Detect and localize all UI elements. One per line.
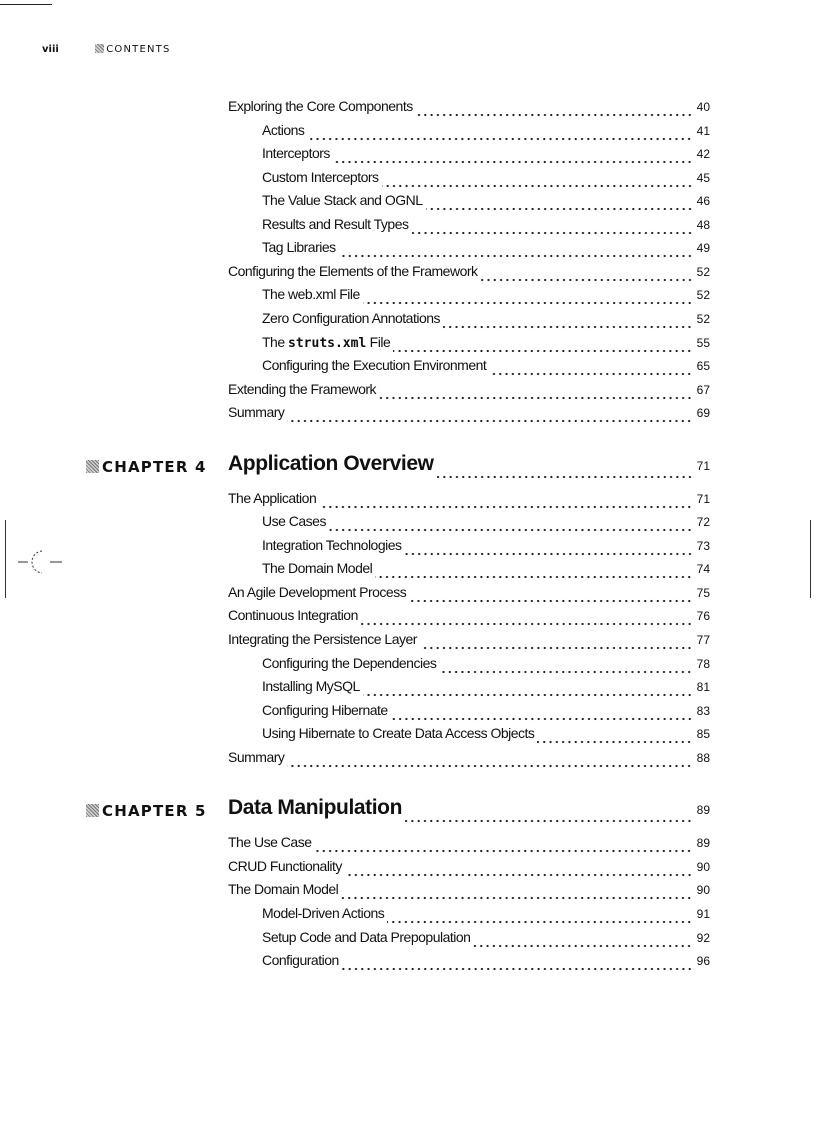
dot-leader	[361, 621, 693, 627]
toc-subentry[interactable]	[262, 169, 710, 189]
entry-title	[262, 334, 390, 351]
entry-page: 88	[696, 750, 710, 765]
dot-leader	[473, 943, 692, 949]
entry-title: Using Hibernate to Create Data Access Objects	[262, 725, 535, 742]
dot-leader	[319, 504, 692, 510]
entry-title: Custom Interceptors	[262, 168, 379, 185]
toc-subentry[interactable]	[262, 513, 710, 533]
entry-title: The Value Stack and OGNL	[262, 192, 423, 209]
dot-leader	[405, 818, 693, 824]
toc-entry[interactable]	[228, 607, 710, 627]
dot-leader	[287, 763, 692, 769]
entry-title: Exploring the Core Components	[228, 98, 413, 114]
chapter-heading[interactable]	[228, 796, 710, 824]
entry-page: 52	[696, 264, 710, 279]
toc-subentry[interactable]	[262, 929, 710, 949]
dot-leader	[342, 966, 693, 972]
toc-subentry[interactable]	[262, 192, 710, 212]
toc-subentry[interactable]	[262, 655, 710, 675]
entry-title: Setup Code and Data Prepopulation	[262, 928, 471, 945]
entry-page: 85	[696, 727, 710, 742]
toc-subentry[interactable]	[262, 702, 710, 722]
toc-subentry[interactable]	[262, 537, 710, 557]
entry-page: 49	[696, 241, 710, 256]
chapter-label	[86, 458, 207, 482]
toc-entry[interactable]	[228, 381, 710, 401]
entry-page: 41	[696, 123, 710, 138]
dot-leader	[537, 739, 692, 745]
entry-page: 76	[696, 609, 710, 624]
entry-title: Configuring the Dependencies	[262, 654, 437, 671]
toc-entry[interactable]	[228, 749, 710, 769]
entry-page: 81	[696, 680, 710, 695]
entry-title: Configuring the Elements of the Framework	[228, 262, 478, 279]
page-number: viii	[42, 44, 59, 55]
grey-square-icon	[86, 804, 99, 817]
entry-title-prefix: The	[262, 333, 289, 350]
dot-leader	[409, 598, 692, 604]
toc-subentry[interactable]	[262, 905, 710, 925]
dot-leader	[314, 848, 692, 854]
dot-leader	[443, 324, 693, 330]
toc-subentry[interactable]	[262, 286, 710, 306]
dot-leader	[363, 692, 693, 698]
entry-title: Summary	[228, 404, 285, 421]
entry-page: 73	[696, 538, 710, 553]
entry-title-code: struts.xml	[288, 335, 367, 351]
dot-leader	[329, 527, 693, 533]
dot-leader	[339, 253, 693, 259]
entry-page: 69	[696, 406, 710, 421]
dot-leader	[341, 895, 692, 901]
chapter-label	[86, 802, 207, 826]
toc-subentry[interactable]	[262, 725, 710, 745]
entry-page: 77	[696, 633, 710, 647]
entry-page: 40	[696, 100, 710, 114]
dot-leader	[420, 645, 693, 651]
dot-leader	[405, 551, 693, 557]
entry-page: 65	[696, 359, 710, 374]
entry-title-suffix: File	[366, 333, 391, 350]
entry-title: Zero Configuration Annotations	[262, 309, 441, 326]
toc-entry[interactable]	[228, 631, 710, 651]
dot-leader	[287, 418, 692, 424]
entry-page: 55	[696, 335, 710, 350]
dot-leader	[307, 136, 692, 142]
toc-subentry[interactable]	[262, 334, 710, 354]
chapter-page: 89	[696, 803, 710, 818]
entry-page: 90	[696, 883, 710, 898]
chapter-title: Application Overview	[228, 451, 434, 475]
toc-subentry[interactable]	[262, 145, 710, 165]
toc-subentry[interactable]	[262, 357, 710, 377]
entry-page: 74	[696, 562, 710, 577]
dot-leader	[412, 230, 693, 236]
entry-title: Configuration	[262, 952, 339, 969]
toc-entry[interactable]	[228, 584, 710, 604]
entry-title: The Domain Model	[228, 881, 339, 898]
dot-leader	[379, 395, 693, 401]
entry-title: Summary	[228, 748, 285, 765]
dot-leader	[489, 371, 692, 377]
entry-title: Use Cases	[262, 513, 326, 530]
dot-leader	[363, 300, 693, 306]
dot-leader	[375, 574, 692, 580]
entry-page: 83	[696, 703, 710, 718]
entry-title: Continuous Integration	[228, 607, 358, 624]
entry-title: Configuring Hibernate	[262, 701, 388, 718]
toc-subentry[interactable]	[262, 122, 710, 142]
entry-title: The web.xml File	[262, 286, 360, 303]
dot-leader	[426, 206, 693, 212]
entry-title: Model-Driven Actions	[262, 904, 385, 921]
toc-subentry[interactable]	[262, 560, 710, 580]
toc-entry[interactable]	[228, 404, 710, 424]
entry-page: 72	[696, 515, 710, 530]
entry-page: 52	[696, 311, 710, 326]
chapter-page: 71	[696, 458, 710, 473]
dot-leader	[439, 669, 692, 675]
dot-leader	[391, 716, 693, 722]
entry-page: 71	[696, 491, 710, 506]
entry-title: The Domain Model	[262, 560, 373, 577]
chapter-number: CHAPTER 4	[102, 457, 207, 476]
entry-page: 52	[696, 288, 710, 303]
toc-subentry[interactable]	[262, 952, 710, 972]
dot-leader	[345, 872, 693, 878]
entry-page: 42	[696, 147, 710, 162]
toc-entry[interactable]	[228, 858, 710, 878]
toc-subentry[interactable]	[262, 310, 710, 330]
running-title: CONTENTS	[95, 44, 170, 55]
toc-entry[interactable]	[228, 834, 710, 854]
entry-title: Configuring the Execution Environment	[262, 357, 487, 374]
dot-leader	[481, 277, 693, 283]
dot-leader	[387, 919, 692, 925]
entry-page: 75	[696, 585, 710, 600]
entry-title: Installing MySQL	[262, 678, 360, 695]
entry-page: 96	[696, 954, 710, 969]
entry-page: 48	[696, 217, 710, 232]
entry-page: 67	[696, 382, 710, 397]
toc-entry[interactable]	[228, 490, 710, 510]
entry-title: Actions	[262, 121, 305, 138]
entry-title: Integrating the Persistence Layer	[228, 631, 417, 647]
dot-leader	[333, 159, 693, 165]
dot-leader	[416, 112, 693, 118]
toc-subentry[interactable]	[262, 678, 710, 698]
entry-title: Extending the Framework	[228, 380, 377, 397]
dot-leader	[382, 183, 693, 189]
entry-title: Tag Libraries	[262, 239, 336, 256]
dot-leader	[437, 474, 693, 480]
entry-title: The Application	[228, 489, 317, 506]
toc-entry[interactable]	[228, 263, 710, 283]
dot-leader	[393, 348, 692, 354]
entry-page: 90	[696, 859, 710, 874]
chapter-heading[interactable]	[228, 452, 710, 480]
entry-title: Interceptors	[262, 145, 330, 162]
toc-entry[interactable]	[228, 881, 710, 901]
chapter-title: Data Manipulation	[228, 796, 403, 820]
entry-page: 92	[696, 930, 710, 945]
toc-subentry[interactable]	[262, 239, 710, 259]
entry-title: Results and Result Types	[262, 215, 409, 232]
entry-title: CRUD Functionality	[228, 857, 342, 874]
entry-page: 91	[696, 906, 710, 921]
grey-square-icon	[86, 460, 99, 473]
entry-title: The Use Case	[228, 834, 312, 851]
entry-page: 45	[696, 170, 710, 185]
chapter-number: CHAPTER 5	[102, 802, 207, 821]
entry-page: 89	[696, 836, 710, 851]
toc-subentry[interactable]	[262, 216, 710, 236]
entry-title: An Agile Development Process	[228, 583, 407, 600]
entry-page: 46	[696, 194, 710, 209]
toc-entry[interactable]	[228, 98, 710, 118]
entry-page: 78	[696, 656, 710, 671]
entry-title: Integration Technologies	[262, 536, 402, 553]
